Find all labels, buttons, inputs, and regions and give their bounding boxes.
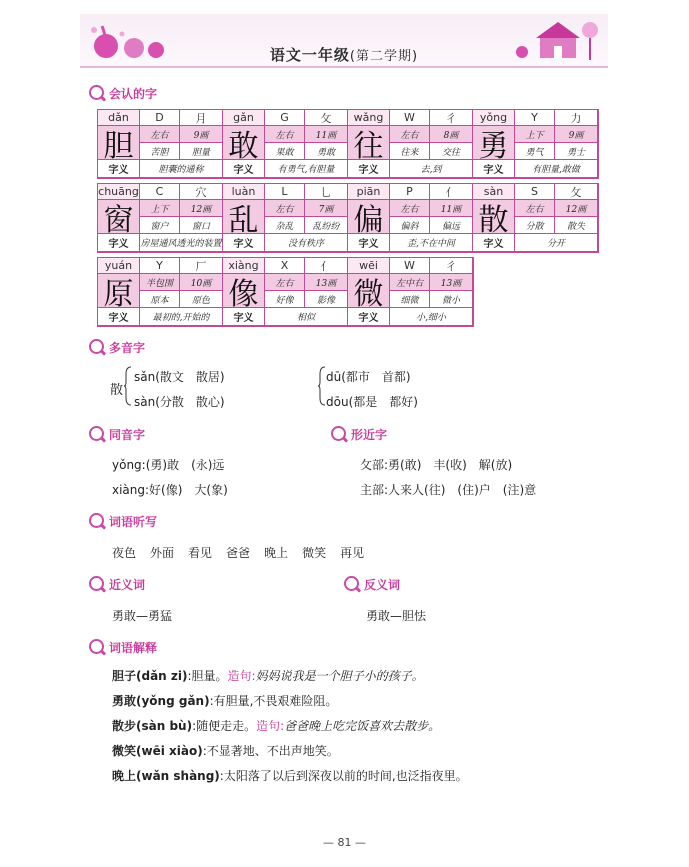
char-bihua: 7画 [305, 200, 348, 217]
char-bihua: 9画 [180, 126, 223, 143]
char-letter: L [265, 184, 305, 200]
char-pinyin: dǎn [98, 110, 140, 126]
char-word-1: 分散 [515, 217, 555, 234]
char-word-1: 勇气 [515, 143, 555, 160]
char-jiegou: 左右 [265, 200, 305, 217]
xingjin-line-2: 主部:人来人(往) (住)户 (注)意 [360, 483, 537, 497]
char-word-1: 杂乱 [265, 217, 305, 234]
char-letter: S [515, 184, 555, 200]
char-pinyin: gǎn [223, 110, 265, 126]
char-bushou: 彳 [430, 258, 473, 274]
char-pinyin: piān [348, 184, 390, 200]
section-duo-yin: 多音字 [88, 336, 145, 358]
jieshi-item [112, 717, 440, 734]
char-letter: X [265, 258, 305, 274]
char-glyph: 散 [473, 200, 515, 234]
char-pinyin: wēi [348, 258, 390, 274]
char-word-2: 乱纷纷 [305, 217, 348, 234]
char-glyph: 敢 [223, 126, 265, 160]
char-meaning: 最初的,开始的 [140, 308, 223, 326]
magnifier-icon [88, 425, 106, 443]
tingxie-word: 再见 [340, 546, 365, 560]
tingxie-list [112, 544, 364, 561]
char-bihua: 13画 [430, 274, 473, 291]
char-jiegou: 左右 [390, 200, 430, 217]
char-pinyin: yǒng [473, 110, 515, 126]
brace-left-icon [124, 366, 132, 406]
char-bushou: 彳 [430, 110, 473, 126]
char-jiegou: 左右 [265, 274, 305, 291]
char-word-1: 偏斜 [390, 217, 430, 234]
char-bihua: 11画 [430, 200, 473, 217]
char-letter: G [265, 110, 305, 126]
tingxie-word: 微笑 [302, 546, 327, 560]
char-meaning: 分开 [515, 234, 598, 252]
char-word-2: 勇士 [555, 143, 598, 160]
char-glyph: 胆 [98, 126, 140, 160]
char-bihua: 12画 [555, 200, 598, 217]
section-fan-yi: 反义词 [343, 573, 400, 595]
fanyi-pair: 勇敢—胆怯 [366, 609, 427, 623]
char-glyph: 偏 [348, 200, 390, 234]
magnifier-icon [88, 512, 106, 530]
magnifier-icon [88, 575, 106, 593]
char-letter: Y [140, 258, 180, 274]
char-meaning-label: 字义 [348, 160, 390, 178]
char-pinyin: xiàng [223, 258, 265, 274]
char-meaning-label: 字义 [98, 160, 140, 178]
char-meaning: 有勇气,有胆量 [265, 160, 348, 178]
header-banner [80, 14, 608, 68]
char-table-row [97, 257, 474, 327]
jieshi-example-label: 造句: [256, 719, 285, 733]
char-jiegou: 左中右 [390, 274, 430, 291]
jieshi-definition: :太阳落了以后到深夜以前的时间,也泛指夜里。 [219, 769, 468, 783]
char-meaning-label: 字义 [223, 234, 265, 252]
char-word-2: 原色 [180, 291, 223, 308]
jieshi-item [112, 767, 468, 784]
tongyin-line-2: xiàng:好(像) 大(象) [112, 483, 228, 497]
char-meaning: 小,细小 [390, 308, 473, 326]
char-bushou: 月 [180, 110, 223, 126]
char-meaning: 胆囊的通称 [140, 160, 223, 178]
char-word-2: 影像 [305, 291, 348, 308]
jieshi-definition: :有胆量,不畏艰难险阻。 [209, 694, 338, 708]
duoyin-right-1: dū(都市 首都) [326, 370, 411, 384]
tingxie-word: 晚上 [264, 546, 289, 560]
char-word-1: 细微 [390, 291, 430, 308]
brace-right-icon [318, 366, 326, 406]
char-bihua: 10画 [180, 274, 223, 291]
char-word-1: 往来 [390, 143, 430, 160]
char-meaning: 去,到 [390, 160, 473, 178]
jieshi-item [112, 692, 337, 709]
char-bushou: 攵 [305, 110, 348, 126]
char-word-1: 窗户 [140, 217, 180, 234]
char-glyph: 原 [98, 274, 140, 308]
char-jiegou: 左右 [515, 200, 555, 217]
page-number: — 81 — [323, 836, 366, 849]
magnifier-icon [343, 575, 361, 593]
char-pinyin: chuāng [98, 185, 139, 198]
char-word-2: 勇敢 [305, 143, 348, 160]
section-ting-xie: 词语听写 [88, 510, 157, 532]
char-meaning: 相似 [265, 308, 348, 326]
xingjin-line-1: 攵部:勇(敢) 丰(收) 解(放) [360, 458, 513, 472]
magnifier-icon [88, 84, 106, 102]
char-meaning: 有胆量,敢做 [515, 160, 598, 178]
char-letter: W [390, 110, 430, 126]
char-word-1: 原本 [140, 291, 180, 308]
char-jiegou: 左右 [390, 126, 430, 143]
duoyin-left-1: sǎn(散文 散居) [134, 370, 225, 384]
char-meaning-label: 字义 [473, 160, 515, 178]
char-meaning: 没有秩序 [265, 234, 348, 252]
jieshi-word: 晚上(wǎn shàng) [112, 769, 220, 783]
tingxie-word: 夜色 [112, 546, 137, 560]
jieshi-example: 妈妈说我是一个胆子小的孩子。 [255, 669, 424, 683]
char-meaning-label: 字义 [348, 308, 390, 326]
section-jin-yi: 近义词 [88, 573, 145, 595]
char-meaning-label: 字义 [98, 308, 140, 326]
page-title: 语文一年级(第二学期) [269, 46, 419, 64]
char-glyph: 往 [348, 126, 390, 160]
magnifier-icon [88, 338, 106, 356]
duoyin-right-2: dōu(都是 都好) [326, 395, 418, 409]
char-meaning-label: 字义 [98, 234, 140, 252]
char-word-2: 散失 [555, 217, 598, 234]
char-word-1: 果敢 [265, 143, 305, 160]
char-bihua: 13画 [305, 274, 348, 291]
jieshi-definition: :随便走走。 [192, 719, 257, 733]
char-bushou: 亻 [430, 184, 473, 200]
char-letter: C [140, 184, 180, 200]
char-pinyin: wǎng [348, 110, 390, 126]
char-glyph: 勇 [473, 126, 515, 160]
char-letter: Y [515, 110, 555, 126]
char-meaning-label: 字义 [473, 234, 515, 252]
char-bushou: 攵 [555, 184, 598, 200]
tingxie-word: 外面 [150, 546, 175, 560]
char-jiegou: 上下 [515, 126, 555, 143]
jieshi-example: 爸爸晚上吃完饭喜欢去散步。 [284, 719, 441, 733]
char-table-row [97, 109, 599, 179]
section-xing-jin: 形近字 [330, 423, 387, 445]
jieshi-word: 散步(sàn bù) [112, 719, 193, 733]
char-pinyin: sàn [473, 184, 515, 200]
jinyi-pair: 勇敢—勇猛 [112, 609, 173, 623]
jieshi-item [112, 667, 424, 684]
jieshi-example-label: 造句: [227, 669, 256, 683]
section-jie-shi: 词语解释 [88, 636, 157, 658]
duoyin-right-char: 都 [310, 383, 324, 398]
duoyin-left-char: 散 [110, 383, 124, 398]
char-glyph: 乱 [223, 200, 265, 234]
jieshi-word: 胆子(dǎn zi) [112, 669, 188, 683]
char-glyph: 像 [223, 274, 265, 308]
char-word-2: 胆量 [180, 143, 223, 160]
magnifier-icon [88, 638, 106, 656]
char-glyph: 微 [348, 274, 390, 308]
tongyin-line-1: yǒng:(勇)敢 (永)远 [112, 458, 225, 472]
char-word-1: 好像 [265, 291, 305, 308]
char-bihua: 8画 [430, 126, 473, 143]
char-bihua: 11画 [305, 126, 348, 143]
tingxie-word: 爸爸 [226, 546, 251, 560]
char-bushou: 厂 [180, 258, 223, 274]
char-pinyin: luàn [223, 184, 265, 200]
char-letter: W [390, 258, 430, 274]
char-jiegou: 上下 [140, 200, 180, 217]
char-meaning: 房屋通风透光的装置 [140, 234, 223, 252]
tingxie-word: 看见 [188, 546, 213, 560]
char-meaning: 歪,不在中间 [390, 234, 473, 252]
char-bushou: 力 [555, 110, 598, 126]
jieshi-word: 微笑(wēi xiào) [112, 744, 203, 758]
char-bushou: 穴 [180, 184, 223, 200]
jieshi-definition: :胆量。 [187, 669, 228, 683]
char-bushou: 亻 [305, 258, 348, 274]
char-glyph: 窗 [98, 200, 140, 234]
char-word-2: 交往 [430, 143, 473, 160]
char-letter: D [140, 110, 180, 126]
jieshi-definition: :不显著地、不出声地笑。 [202, 744, 339, 758]
jieshi-item [112, 742, 339, 759]
char-bihua: 12画 [180, 200, 223, 217]
char-meaning-label: 字义 [348, 234, 390, 252]
section-tong-yin: 同音字 [88, 423, 145, 445]
char-bushou: 乚 [305, 184, 348, 200]
char-word-2: 偏远 [430, 217, 473, 234]
char-meaning-label: 字义 [223, 160, 265, 178]
char-meaning-label: 字义 [223, 308, 265, 326]
jieshi-word: 勇敢(yǒng gǎn) [112, 694, 210, 708]
char-pinyin: yuán [98, 258, 140, 274]
char-letter: P [390, 184, 430, 200]
char-word-1: 苦胆 [140, 143, 180, 160]
char-jiegou: 左右 [265, 126, 305, 143]
char-bihua: 9画 [555, 126, 598, 143]
char-word-2: 微小 [430, 291, 473, 308]
magnifier-icon [330, 425, 348, 443]
section-hui-ren: 会认的字 [88, 82, 157, 104]
duoyin-left-2: sàn(分散 散心) [134, 395, 225, 409]
char-jiegou: 左右 [140, 126, 180, 143]
char-table-row [97, 183, 599, 253]
char-jiegou: 半包围 [140, 274, 180, 291]
char-word-2: 窗口 [180, 217, 223, 234]
